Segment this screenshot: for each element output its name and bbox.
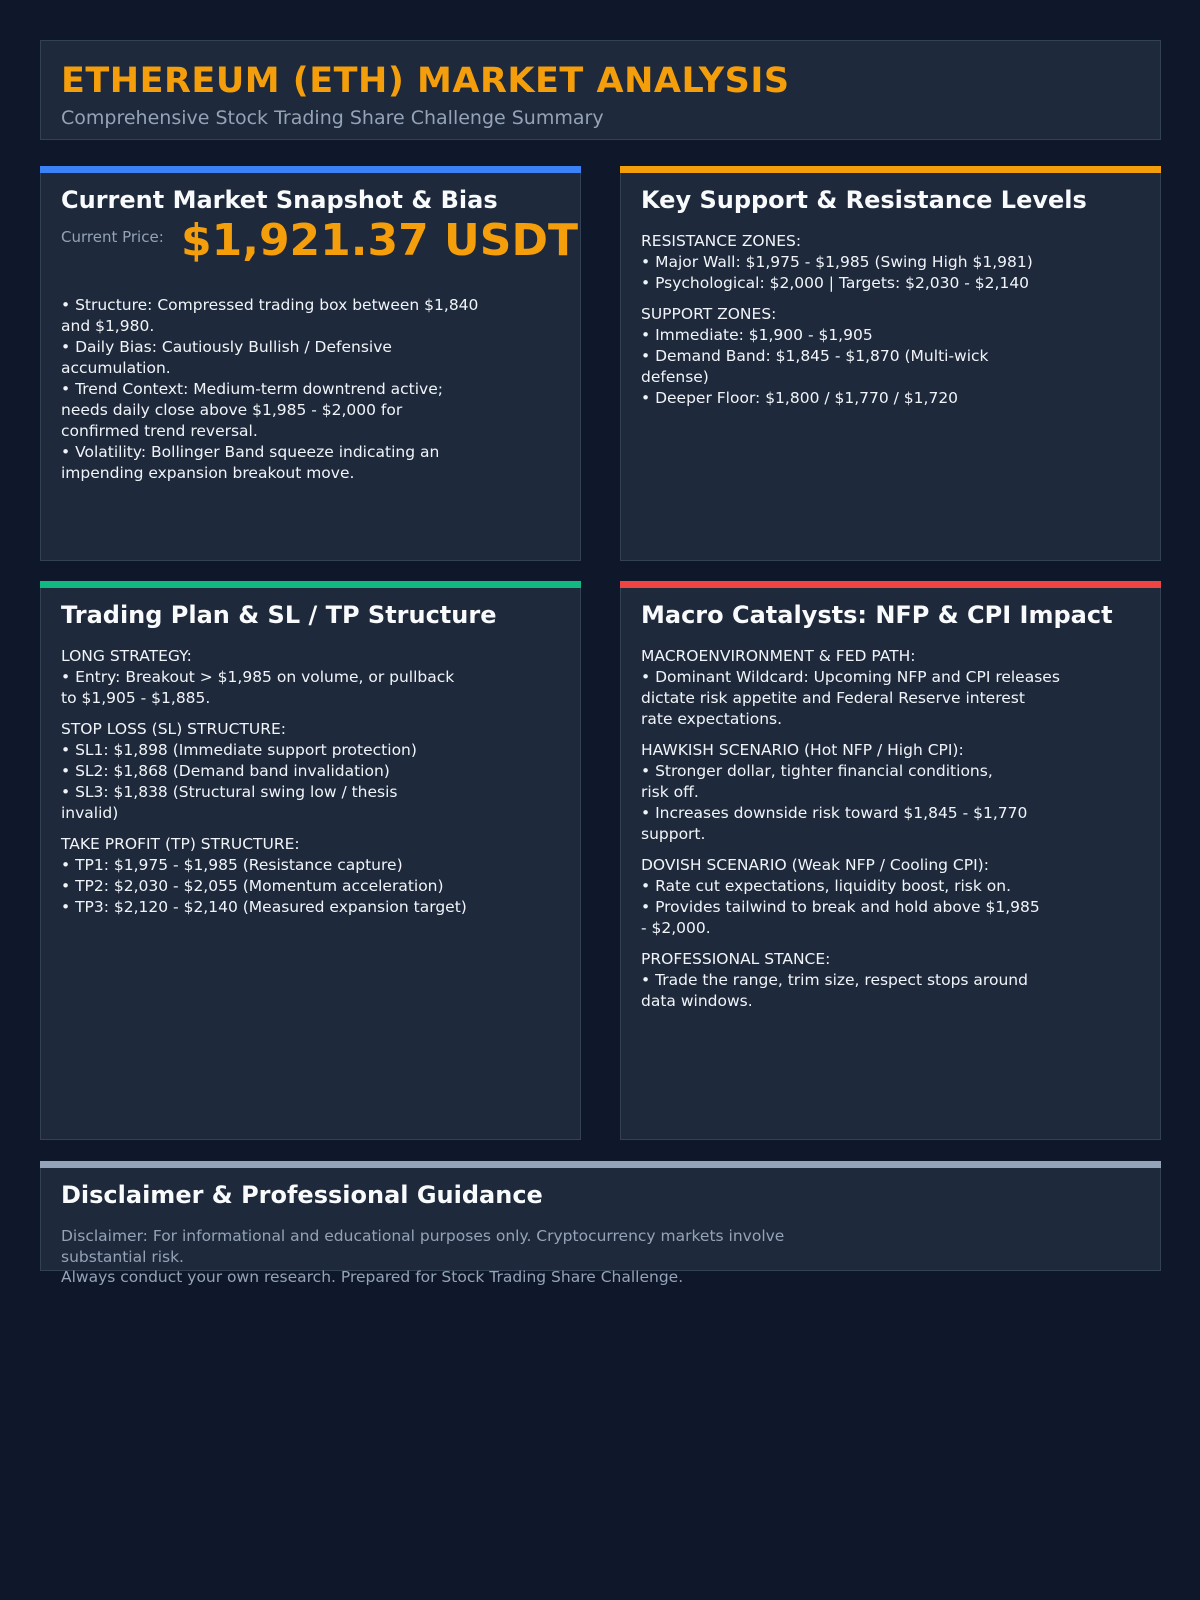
sl-line: invalid) xyxy=(61,804,119,822)
resistance-group xyxy=(641,231,1033,294)
snapshot-line: accumulation. xyxy=(61,359,171,377)
long-strategy-group xyxy=(61,646,467,709)
long-line: to $1,905 - $1,885. xyxy=(61,689,211,707)
sl-line: • SL3: $1,838 (Structural swing low / thesis xyxy=(61,783,398,801)
disclaimer-body xyxy=(61,1226,784,1288)
macro-card xyxy=(620,587,1161,1140)
support-line: defense) xyxy=(641,368,709,386)
page-subtitle: Comprehensive Stock Trading Share Challenge Summary xyxy=(61,107,604,129)
long-line: • Entry: Breakout > $1,985 on volume, or pullback xyxy=(61,668,455,686)
levels-title: Key Support & Resistance Levels xyxy=(641,186,1087,214)
hawkish-line: HAWKISH SCENARIO (Hot NFP / High CPI): xyxy=(641,741,964,759)
stance-line: • Trade the range, trim size, respect stops around xyxy=(641,971,1028,989)
environment-line: rate expectations. xyxy=(641,710,783,728)
dovish-line: - $2,000. xyxy=(641,919,711,937)
stance-line: data windows. xyxy=(641,992,753,1010)
disclaimer-line: Disclaimer: For informational and educational purposes only. Cryptocurrency markets involve xyxy=(61,1227,785,1245)
hawkish-line: risk off. xyxy=(641,783,699,801)
hawkish-line: • Stronger dollar, tighter financial conditions, xyxy=(641,762,993,780)
disclaimer-line: Always conduct your own research. Prepared for Stock Trading Share Challenge. xyxy=(61,1268,684,1286)
macro-title: Macro Catalysts: NFP & CPI Impact xyxy=(641,601,1113,629)
page-title: ETHEREUM (ETH) MARKET ANALYSIS xyxy=(61,61,790,101)
hawkish-group xyxy=(641,740,1060,845)
price-label: Current Price: xyxy=(61,228,164,246)
plan-body xyxy=(61,646,467,928)
support-line: • Demand Band: $1,845 - $1,870 (Multi-wick xyxy=(641,347,989,365)
environment-line: MACROENVIRONMENT & FED PATH: xyxy=(641,647,916,665)
header-panel xyxy=(40,40,1161,140)
tp-line: • TP3: $2,120 - $2,140 (Measured expansion target) xyxy=(61,898,467,916)
snapshot-line: and $1,980. xyxy=(61,317,155,335)
stance-group xyxy=(641,949,1060,1012)
stance-line: PROFESSIONAL STANCE: xyxy=(641,950,831,968)
snapshot-line: • Daily Bias: Cautiously Bullish / Defensive xyxy=(61,338,392,356)
disclaimer-line: substantial risk. xyxy=(61,1247,184,1266)
snapshot-line: • Trend Context: Medium-term downtrend active; xyxy=(61,380,443,398)
tp-line: TAKE PROFIT (TP) STRUCTURE: xyxy=(61,835,300,853)
support-group xyxy=(641,304,1033,409)
levels-body xyxy=(641,231,1033,419)
snapshot-line: impending expansion breakout move. xyxy=(61,464,355,482)
sl-line: • SL1: $1,898 (Immediate support protection) xyxy=(61,741,417,759)
take-profit-group xyxy=(61,834,467,918)
hawkish-line: • Increases downside risk toward $1,845 - $1,770 xyxy=(641,804,1028,822)
disclaimer-card xyxy=(40,1167,1161,1286)
plan-card xyxy=(40,587,581,1140)
snapshot-line: • Structure: Compressed trading box between $1,840 xyxy=(61,296,479,314)
plan-accent-bar xyxy=(40,581,581,588)
environment-line: • Dominant Wildcard: Upcoming NFP and CPI releases xyxy=(641,668,1060,686)
support-line: SUPPORT ZONES: xyxy=(641,305,777,323)
plan-title: Trading Plan & SL / TP Structure xyxy=(61,601,497,629)
dovish-group xyxy=(641,855,1060,939)
dovish-line: DOVISH SCENARIO (Weak NFP / Cooling CPI): xyxy=(641,856,989,874)
support-line: • Immediate: $1,900 - $1,905 xyxy=(641,326,873,344)
sl-line: STOP LOSS (SL) STRUCTURE: xyxy=(61,720,287,738)
levels-card xyxy=(620,172,1161,561)
snapshot-body xyxy=(61,295,478,484)
macro-body xyxy=(641,646,1060,1022)
tp-line: • TP1: $1,975 - $1,985 (Resistance capture) xyxy=(61,856,403,874)
macro-accent-bar xyxy=(620,581,1161,588)
dovish-line: • Rate cut expectations, liquidity boost, risk on. xyxy=(641,877,1012,895)
snapshot-accent-bar xyxy=(40,166,581,173)
price-value: $1,921.37 USDT xyxy=(181,215,579,266)
disclaimer-title: Disclaimer & Professional Guidance xyxy=(61,1181,543,1209)
resistance-line: • Psychological: $2,000 | Targets: $2,030 - $2,140 xyxy=(641,274,1030,292)
environment-line: dictate risk appetite and Federal Reserve interest xyxy=(641,689,1025,707)
disclaimer-accent-bar xyxy=(40,1161,1161,1168)
snapshot-line: • Volatility: Bollinger Band squeeze indicating an xyxy=(61,443,440,461)
snapshot-title: Current Market Snapshot & Bias xyxy=(61,186,498,214)
tp-line: • TP2: $2,030 - $2,055 (Momentum acceleration) xyxy=(61,877,444,895)
sl-line: • SL2: $1,868 (Demand band invalidation) xyxy=(61,762,390,780)
levels-accent-bar xyxy=(620,166,1161,173)
snapshot-line: needs daily close above $1,985 - $2,000 for xyxy=(61,401,403,419)
resistance-line: • Major Wall: $1,975 - $1,985 (Swing High $1,981) xyxy=(641,253,1033,271)
support-line: • Deeper Floor: $1,800 / $1,770 / $1,720 xyxy=(641,389,959,407)
macro-environment-group xyxy=(641,646,1060,730)
snapshot-card xyxy=(40,172,581,561)
dovish-line: • Provides tailwind to break and hold above $1,985 xyxy=(641,898,1040,916)
snapshot-line: confirmed trend reversal. xyxy=(61,422,258,440)
long-line: LONG STRATEGY: xyxy=(61,647,192,665)
hawkish-line: support. xyxy=(641,825,706,843)
stop-loss-group xyxy=(61,719,467,824)
resistance-line: RESISTANCE ZONES: xyxy=(641,232,802,250)
